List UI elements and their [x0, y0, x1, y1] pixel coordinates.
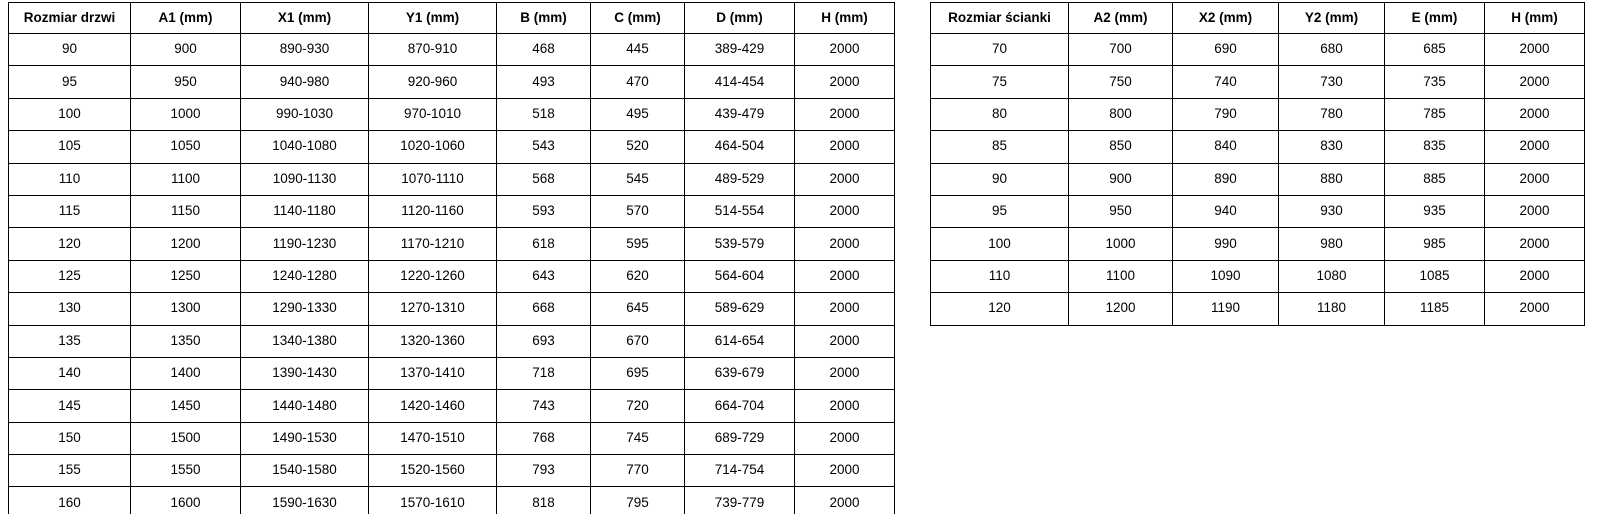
table-cell: 1470-1510 [369, 422, 497, 454]
table-cell: 950 [1069, 195, 1173, 227]
table-cell: 1040-1080 [241, 131, 369, 163]
table-cell: 690 [1173, 34, 1279, 66]
table-cell: 645 [591, 293, 685, 325]
table-row [9, 228, 895, 260]
table-cell: 518 [497, 98, 591, 130]
table-cell: 850 [1069, 131, 1173, 163]
table-cell: 514-554 [685, 195, 795, 227]
table-cell: 1200 [131, 228, 241, 260]
table-row [9, 34, 895, 66]
table-cell: 714-754 [685, 455, 795, 487]
table-cell: 1200 [1069, 293, 1173, 325]
table-cell: 1000 [1069, 228, 1173, 260]
table-cell: 145 [9, 390, 131, 422]
table-cell: 743 [497, 390, 591, 422]
table-cell: 730 [1279, 66, 1385, 98]
table-cell: 1570-1610 [369, 487, 497, 514]
table-cell: 780 [1279, 98, 1385, 130]
table-cell: 1370-1410 [369, 357, 497, 389]
table-cell: 718 [497, 357, 591, 389]
table-cell: 2000 [1485, 293, 1585, 325]
table-cell: 70 [931, 34, 1069, 66]
table-row [9, 422, 895, 454]
table-cell: 589-629 [685, 293, 795, 325]
table-cell: 693 [497, 325, 591, 357]
table-cell: 570 [591, 195, 685, 227]
table-cell: 840 [1173, 131, 1279, 163]
column-header-x2: X2 (mm) [1173, 3, 1279, 34]
table-cell: 790 [1173, 98, 1279, 130]
table-cell: 980 [1279, 228, 1385, 260]
column-header-a2: A2 (mm) [1069, 3, 1173, 34]
table-cell: 2000 [795, 34, 895, 66]
table-cell: 2000 [795, 260, 895, 292]
table-cell: 870-910 [369, 34, 497, 66]
table-cell: 1540-1580 [241, 455, 369, 487]
table-cell: 468 [497, 34, 591, 66]
table-cell: 445 [591, 34, 685, 66]
table-cell: 800 [1069, 98, 1173, 130]
table-cell: 750 [1069, 66, 1173, 98]
table-header-row [9, 3, 895, 34]
table-cell: 890 [1173, 163, 1279, 195]
table-cell: 668 [497, 293, 591, 325]
table-cell: 2000 [795, 293, 895, 325]
table-cell: 135 [9, 325, 131, 357]
table-cell: 90 [931, 163, 1069, 195]
table-cell: 768 [497, 422, 591, 454]
table-cell: 2000 [795, 195, 895, 227]
table-cell: 700 [1069, 34, 1173, 66]
table-cell: 935 [1385, 195, 1485, 227]
column-header-h: H (mm) [795, 3, 895, 34]
table-cell: 2000 [795, 422, 895, 454]
table-cell: 1000 [131, 98, 241, 130]
table-row [9, 66, 895, 98]
table-cell: 2000 [795, 131, 895, 163]
table-cell: 835 [1385, 131, 1485, 163]
table-cell: 2000 [795, 163, 895, 195]
table-cell: 1240-1280 [241, 260, 369, 292]
column-header-y1: Y1 (mm) [369, 3, 497, 34]
table-cell: 793 [497, 455, 591, 487]
table-cell: 110 [9, 163, 131, 195]
table-cell: 1190 [1173, 293, 1279, 325]
table-cell: 970-1010 [369, 98, 497, 130]
table-cell: 618 [497, 228, 591, 260]
table-cell: 115 [9, 195, 131, 227]
table-cell: 2000 [795, 390, 895, 422]
table-cell: 1170-1210 [369, 228, 497, 260]
table-cell: 85 [931, 131, 1069, 163]
table-cell: 785 [1385, 98, 1485, 130]
table-cell: 464-504 [685, 131, 795, 163]
table-cell: 414-454 [685, 66, 795, 98]
table-row [9, 357, 895, 389]
table-cell: 2000 [795, 98, 895, 130]
table-cell: 1490-1530 [241, 422, 369, 454]
table-cell: 595 [591, 228, 685, 260]
table-cell: 685 [1385, 34, 1485, 66]
table-cell: 643 [497, 260, 591, 292]
column-header-a1: A1 (mm) [131, 3, 241, 34]
walls-dimensions-table [930, 2, 1585, 326]
table-cell: 2000 [795, 455, 895, 487]
table-row [9, 455, 895, 487]
table-cell: 593 [497, 195, 591, 227]
table-cell: 2000 [1485, 131, 1585, 163]
column-header-d: D (mm) [685, 3, 795, 34]
table-cell: 2000 [795, 357, 895, 389]
table-cell: 885 [1385, 163, 1485, 195]
table-row [9, 487, 895, 514]
table-cell: 735 [1385, 66, 1485, 98]
column-header-b: B (mm) [497, 3, 591, 34]
table-cell: 1140-1180 [241, 195, 369, 227]
table-row [931, 228, 1585, 260]
table-header-row [931, 3, 1585, 34]
table-cell: 1390-1430 [241, 357, 369, 389]
table-cell: 2000 [1485, 228, 1585, 260]
table-cell: 2000 [795, 487, 895, 514]
table-cell: 1400 [131, 357, 241, 389]
table-cell: 160 [9, 487, 131, 514]
table-cell: 110 [931, 260, 1069, 292]
table-cell: 1340-1380 [241, 325, 369, 357]
table-cell: 900 [131, 34, 241, 66]
table-cell: 80 [931, 98, 1069, 130]
table-cell: 90 [9, 34, 131, 66]
table-cell: 1150 [131, 195, 241, 227]
table-row [931, 293, 1585, 325]
table-cell: 2000 [1485, 195, 1585, 227]
table-cell: 100 [9, 98, 131, 130]
table-cell: 990-1030 [241, 98, 369, 130]
table-cell: 545 [591, 163, 685, 195]
table-row [9, 260, 895, 292]
table-cell: 1080 [1279, 260, 1385, 292]
table-cell: 720 [591, 390, 685, 422]
table-cell: 818 [497, 487, 591, 514]
column-header-rozmiar-scianki: Rozmiar ścianki [931, 3, 1069, 34]
table-cell: 2000 [795, 228, 895, 260]
table-cell: 1180 [1279, 293, 1385, 325]
table-row [9, 131, 895, 163]
table-cell: 1590-1630 [241, 487, 369, 514]
table-cell: 95 [931, 195, 1069, 227]
table-cell: 2000 [1485, 34, 1585, 66]
table-cell: 1020-1060 [369, 131, 497, 163]
table-cell: 1085 [1385, 260, 1485, 292]
table-cell: 1120-1160 [369, 195, 497, 227]
table-row [9, 390, 895, 422]
table-cell: 1350 [131, 325, 241, 357]
table-cell: 770 [591, 455, 685, 487]
walls-table-head [931, 3, 1585, 34]
table-cell: 439-479 [685, 98, 795, 130]
column-header-y2: Y2 (mm) [1279, 3, 1385, 34]
table-cell: 100 [931, 228, 1069, 260]
table-row [931, 66, 1585, 98]
table-cell: 495 [591, 98, 685, 130]
doors-table-head [9, 3, 895, 34]
table-cell: 120 [9, 228, 131, 260]
table-cell: 150 [9, 422, 131, 454]
table-cell: 695 [591, 357, 685, 389]
table-cell: 1090 [1173, 260, 1279, 292]
table-cell: 740 [1173, 66, 1279, 98]
table-cell: 520 [591, 131, 685, 163]
table-cell: 2000 [1485, 98, 1585, 130]
table-cell: 389-429 [685, 34, 795, 66]
table-cell: 1500 [131, 422, 241, 454]
table-cell: 940 [1173, 195, 1279, 227]
table-row [9, 163, 895, 195]
column-header-rozmiar-drzwi: Rozmiar drzwi [9, 3, 131, 34]
table-cell: 470 [591, 66, 685, 98]
table-cell: 950 [131, 66, 241, 98]
table-cell: 105 [9, 131, 131, 163]
table-row [931, 163, 1585, 195]
table-cell: 493 [497, 66, 591, 98]
table-cell: 890-930 [241, 34, 369, 66]
table-cell: 1100 [1069, 260, 1173, 292]
table-cell: 568 [497, 163, 591, 195]
table-cell: 900 [1069, 163, 1173, 195]
table-cell: 680 [1279, 34, 1385, 66]
table-cell: 639-679 [685, 357, 795, 389]
table-cell: 1600 [131, 487, 241, 514]
table-cell: 1520-1560 [369, 455, 497, 487]
table-cell: 95 [9, 66, 131, 98]
column-header-e: E (mm) [1385, 3, 1485, 34]
table-row [9, 195, 895, 227]
table-cell: 664-704 [685, 390, 795, 422]
table-row [9, 98, 895, 130]
table-row [931, 131, 1585, 163]
table-cell: 1270-1310 [369, 293, 497, 325]
table-cell: 670 [591, 325, 685, 357]
table-cell: 990 [1173, 228, 1279, 260]
table-cell: 1450 [131, 390, 241, 422]
table-cell: 1420-1460 [369, 390, 497, 422]
table-cell: 620 [591, 260, 685, 292]
table-cell: 539-579 [685, 228, 795, 260]
table-cell: 2000 [795, 325, 895, 357]
walls-table-container [930, 2, 1585, 326]
doors-table-container [8, 2, 895, 514]
doors-dimensions-table [8, 2, 895, 514]
table-cell: 745 [591, 422, 685, 454]
table-cell: 1185 [1385, 293, 1485, 325]
table-cell: 155 [9, 455, 131, 487]
table-cell: 1050 [131, 131, 241, 163]
table-cell: 1440-1480 [241, 390, 369, 422]
table-cell: 130 [9, 293, 131, 325]
table-cell: 543 [497, 131, 591, 163]
table-cell: 689-729 [685, 422, 795, 454]
doors-table-body [9, 34, 895, 514]
table-cell: 2000 [795, 66, 895, 98]
table-cell: 1090-1130 [241, 163, 369, 195]
table-cell: 1190-1230 [241, 228, 369, 260]
table-cell: 985 [1385, 228, 1485, 260]
table-cell: 795 [591, 487, 685, 514]
table-cell: 1320-1360 [369, 325, 497, 357]
table-cell: 1070-1110 [369, 163, 497, 195]
table-cell: 2000 [1485, 163, 1585, 195]
walls-table-body [931, 34, 1585, 326]
table-row [931, 195, 1585, 227]
column-header-c: C (mm) [591, 3, 685, 34]
table-cell: 1100 [131, 163, 241, 195]
table-cell: 920-960 [369, 66, 497, 98]
table-cell: 1300 [131, 293, 241, 325]
table-cell: 830 [1279, 131, 1385, 163]
column-header-h: H (mm) [1485, 3, 1585, 34]
table-cell: 739-779 [685, 487, 795, 514]
table-cell: 930 [1279, 195, 1385, 227]
table-cell: 614-654 [685, 325, 795, 357]
table-cell: 880 [1279, 163, 1385, 195]
table-row [9, 293, 895, 325]
table-cell: 1550 [131, 455, 241, 487]
table-cell: 125 [9, 260, 131, 292]
table-cell: 140 [9, 357, 131, 389]
table-cell: 489-529 [685, 163, 795, 195]
table-cell: 2000 [1485, 66, 1585, 98]
table-row [931, 260, 1585, 292]
table-cell: 940-980 [241, 66, 369, 98]
table-row [931, 34, 1585, 66]
table-cell: 75 [931, 66, 1069, 98]
table-cell: 564-604 [685, 260, 795, 292]
column-header-x1: X1 (mm) [241, 3, 369, 34]
table-cell: 2000 [1485, 260, 1585, 292]
table-cell: 1290-1330 [241, 293, 369, 325]
table-row [9, 325, 895, 357]
table-row [931, 98, 1585, 130]
table-cell: 1250 [131, 260, 241, 292]
table-cell: 1220-1260 [369, 260, 497, 292]
table-cell: 120 [931, 293, 1069, 325]
